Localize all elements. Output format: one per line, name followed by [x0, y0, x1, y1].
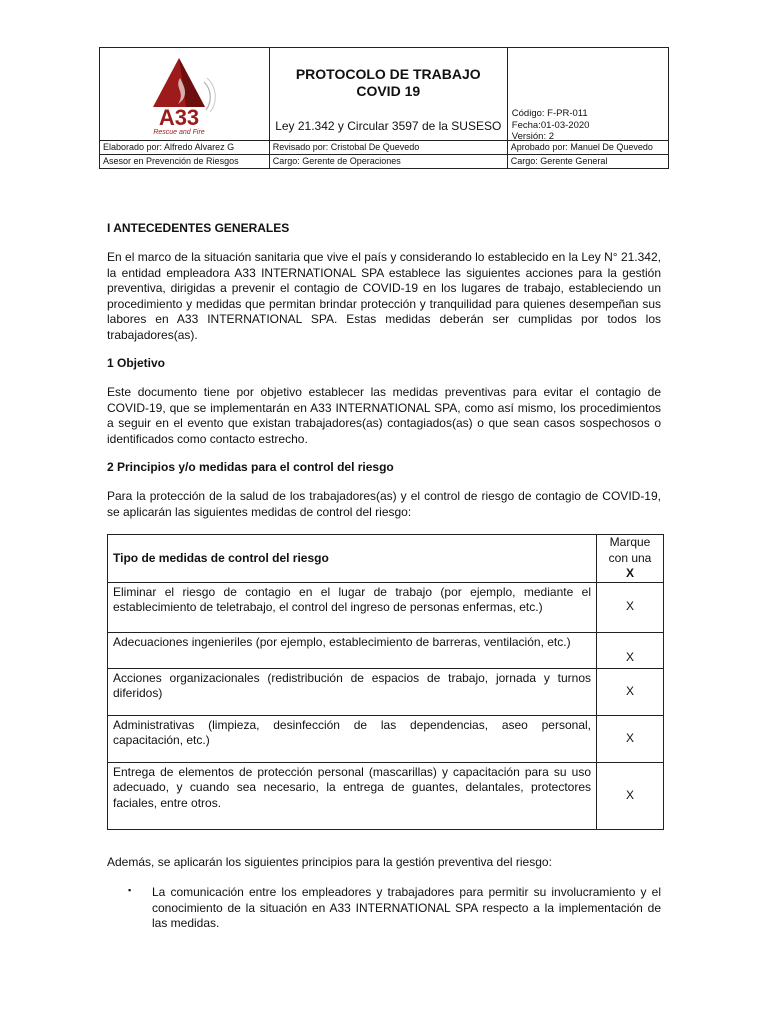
table-row	[108, 632, 664, 668]
reviewed-by: Revisado por: Cristobal De Quevedo	[269, 141, 507, 155]
logo-text: A33	[158, 105, 200, 130]
title-cell	[269, 48, 507, 141]
mark-header-line3: X	[625, 566, 634, 580]
approved-by: Aprobado por: Manuel De Quevedo	[507, 141, 668, 155]
prepared-by-role: Asesor en Prevención de Riesgos	[100, 155, 270, 169]
table-header-measure: Tipo de medidas de control del riesgo	[108, 535, 597, 583]
section-heading-objetivo: 1 Objetivo	[107, 356, 166, 370]
table-header-row	[108, 535, 664, 583]
mark-header-line2: con una	[608, 550, 652, 565]
prepared-by: Elaborado por: Alfredo Alvarez G	[100, 141, 270, 155]
measure-text: Adecuaciones ingenieriles (por ejemplo, establecimiento de barreras, ventilación, etc.)	[108, 632, 597, 668]
document-date: Fecha:01-03-2020	[511, 119, 590, 131]
logo-cell	[100, 48, 270, 141]
bullet-icon: ▪	[128, 885, 132, 895]
measure-mark: X	[597, 715, 664, 762]
bullet-item: La comunicación entre los empleadores y trabajadores para permitir su involucramiento y el conocimiento de la situación en A33 INTERNATIONAL SPA respecto a la implementación de las medidas.	[152, 885, 661, 930]
measure-text: Entrega de elementos de protección personal (mascarillas) y capacitación para su uso adecuado, y cuando sea necesario, la entrega de guantes, delantales, protectores faciales, entre otros.	[108, 762, 597, 829]
document-header-table	[99, 47, 669, 169]
principios-paragraph: Para la protección de la salud de los trabajadores(as) y el control de riesgo de contagio de COVID-19, se aplicarán las siguientes medidas de control del riesgo:	[107, 489, 661, 519]
document-subtitle: Ley 21.342 y Circular 3597 de la SUSESO	[275, 119, 502, 133]
code-cell	[507, 48, 668, 141]
antecedentes-paragraph: En el marco de la situación sanitaria que vive el país y considerando lo establecido en la Ley N° 21.342, la entidad empleadora A33 INTERNATIONAL SPA establece las siguientes acciones para la gestión preventiva, dirigidas a prevenir el contagio de COVID-19 en los lugares de trabajo, estableciendo un procedimiento y medidas que permitan brindar protección y tranquilidad para quienes desempeñan sus labores en A33 INTERNATIONAL SPA. Estas medidas deberán ser cumplidas por todos los trabajadores(as).	[107, 250, 661, 342]
table-header-mark	[597, 535, 664, 583]
company-logo	[100, 48, 258, 140]
measure-text: Eliminar el riesgo de contagio en el lugar de trabajo (por ejemplo, mediante el establecimiento de teletrabajo, el control del ingreso de personas enfermas, etc.)	[108, 582, 597, 632]
measure-text: Acciones organizacionales (redistribución de espacios de trabajo, jornada y turnos diferidos)	[108, 668, 597, 715]
document-title-line2: COVID 19	[356, 83, 421, 99]
principles-intro: Además, se aplicarán los siguientes principios para la gestión preventiva del riesgo:	[107, 855, 552, 869]
document-code: Código: F-PR-011	[511, 108, 588, 119]
reviewed-by-role: Cargo: Gerente de Operaciones	[269, 155, 507, 169]
logo-tagline: Rescue and Fire	[153, 129, 205, 136]
mark-header-line1: Marque	[609, 535, 651, 549]
approved-by-role: Cargo: Gerente General	[507, 155, 668, 169]
measure-mark: X	[597, 632, 664, 668]
measure-mark: X	[597, 668, 664, 715]
section-heading-antecedentes: I ANTECEDENTES GENERALES	[107, 221, 290, 235]
table-row	[108, 582, 664, 632]
control-measures-table	[107, 534, 664, 830]
objetivo-paragraph: Este documento tiene por objetivo establecer las medidas preventivas para evitar el contagio de COVID-19, que se implementarán en A33 INTERNATIONAL SPA, como así mismo, los procedimientos a seguir en el evento que existan trabajadores(as) contagiados(as) o que sean casos sospechosos o identificados como contacto estrecho.	[107, 385, 661, 446]
measure-mark: X	[597, 582, 664, 632]
measure-mark: X	[597, 762, 664, 829]
section-heading-principios: 2 Principios y/o medidas para el control del riesgo	[107, 460, 394, 474]
document-codes	[512, 108, 590, 143]
measure-text: Administrativas (limpieza, desinfección de las dependencias, aseo personal, capacitación, etc.)	[108, 715, 597, 762]
table-row	[108, 715, 664, 762]
document-version: Versión: 2	[511, 131, 555, 142]
table-row	[108, 668, 664, 715]
table-row	[108, 762, 664, 829]
document-title-line1: PROTOCOLO DE TRABAJO	[295, 66, 481, 82]
